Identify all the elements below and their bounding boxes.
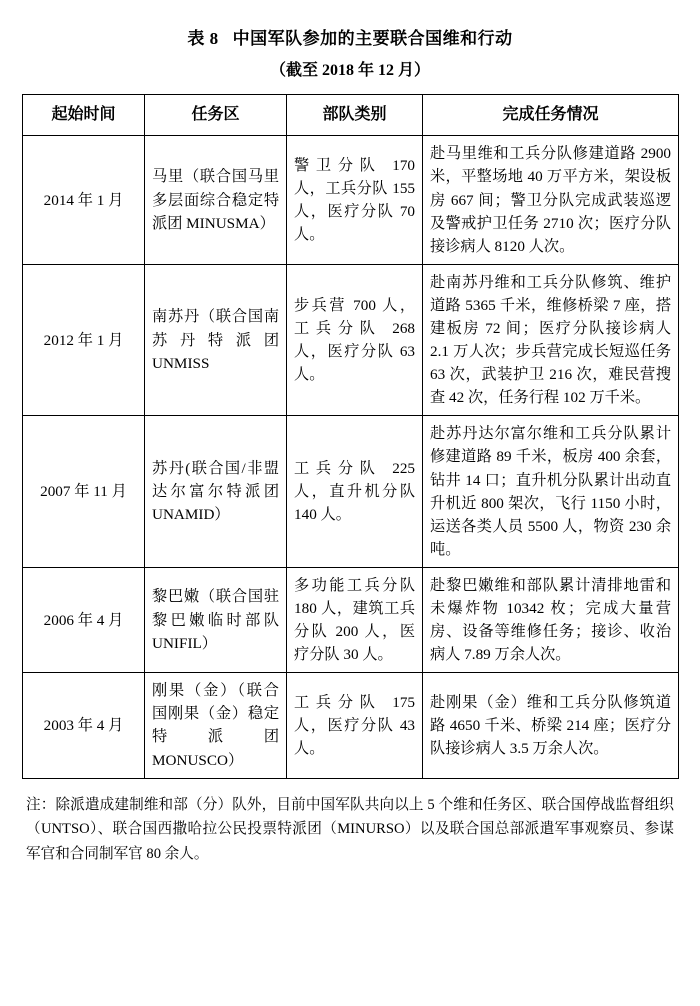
table-row (23, 673, 679, 778)
cell-unit-type: 工兵分队 175 人，医疗分队 43 人。 (287, 673, 423, 778)
cell-unit-type: 工兵分队 225 人，直升机分队 140 人。 (287, 416, 423, 568)
cell-mission-area: 马里（联合国马里多层面综合稳定特派团 MINUSMA） (145, 136, 287, 264)
cell-task-completion: 赴黎巴嫩维和部队累计清排地雷和未爆炸物 10342 枚；完成大量营房、设备等维修任务；接诊、收治病人 7.89 万余人次。 (423, 567, 679, 672)
cell-start-time: 2003 年 4 月 (23, 673, 145, 778)
table-row (23, 416, 679, 568)
column-header-unit-type: 部队类别 (287, 95, 423, 136)
cell-start-time: 2006 年 4 月 (23, 567, 145, 672)
table-number: 表 8 (187, 29, 219, 48)
cell-start-time: 2012 年 1 月 (23, 264, 145, 416)
table-title-text: 中国军队参加的主要联合国维和行动 (232, 29, 513, 48)
cell-mission-area: 刚果（金）（联合国刚果（金）稳定特派团 MONUSCO） (145, 673, 287, 778)
cell-mission-area: 苏丹(联合国/非盟达尔富尔特派团 UNAMID） (145, 416, 287, 568)
column-header-task-completion: 完成任务情况 (423, 95, 679, 136)
table-header-row (23, 95, 679, 136)
table-row (23, 567, 679, 672)
cell-start-time: 2014 年 1 月 (23, 136, 145, 264)
cell-task-completion: 赴南苏丹维和工兵分队修筑、维护道路 5365 千米，维修桥梁 7 座，搭建板房 72 间；医疗分队接诊病人 2.1 万人次；步兵营完成长短巡任务 63 次，武装护卫 216 次，难民营搜查 42 次，任务行程 102 万千米。 (423, 264, 679, 416)
table-row (23, 264, 679, 416)
cell-start-time: 2007 年 11 月 (23, 416, 145, 568)
cell-task-completion: 赴刚果（金）维和工兵分队修筑道路 4650 千米、桥梁 214 座；医疗分队接诊病人 3.5 万余人次。 (423, 673, 679, 778)
cell-unit-type: 警卫分队 170 人，工兵分队 155 人，医疗分队 70 人。 (287, 136, 423, 264)
cell-mission-area: 南苏丹（联合国南苏丹特派团 UNMISS (145, 264, 287, 416)
table-footnote: 注：除派遣成建制维和部（分）队外，目前中国军队共向以上 5 个维和任务区、联合国停战监督组织（UNTSO）、联合国西撒哈拉公民投票特派团（MINURSO）以及联合国总部派遣军事观察员、参谋军官和合同制军官 80 余人。 (26, 796, 674, 862)
cell-task-completion: 赴马里维和工兵分队修建道路 2900 米，平整场地 40 万平方米，架设板房 667 间；警卫分队完成武装巡逻及警戒护卫任务 2710 次；医疗分队接诊病人 8120 人次。 (423, 136, 679, 264)
cell-mission-area: 黎巴嫩（联合国驻黎巴嫩临时部队 UNIFIL） (145, 567, 287, 672)
cell-unit-type: 多功能工兵分队 180 人，建筑工兵分队 200 人，医疗分队 30 人。 (287, 567, 423, 672)
page-subtitle: （截至 2018 年 12 月） (269, 62, 430, 79)
page-title (22, 24, 678, 49)
cell-task-completion: 赴苏丹达尔富尔维和工兵分队累计修建道路 89 千米，板房 400 余套，钻井 14 口；直升机分队累计出动直升机近 800 架次，飞行 1150 小时，运送各类人员 5500 人，物资 230 余吨。 (423, 416, 679, 568)
peacekeeping-operations-table (22, 94, 679, 779)
cell-unit-type: 步兵营 700 人，工兵分队 268 人，医疗分队 63 人。 (287, 264, 423, 416)
column-header-mission-area: 任务区 (145, 95, 287, 136)
table-row (23, 136, 679, 264)
column-header-start-time: 起始时间 (23, 95, 145, 136)
